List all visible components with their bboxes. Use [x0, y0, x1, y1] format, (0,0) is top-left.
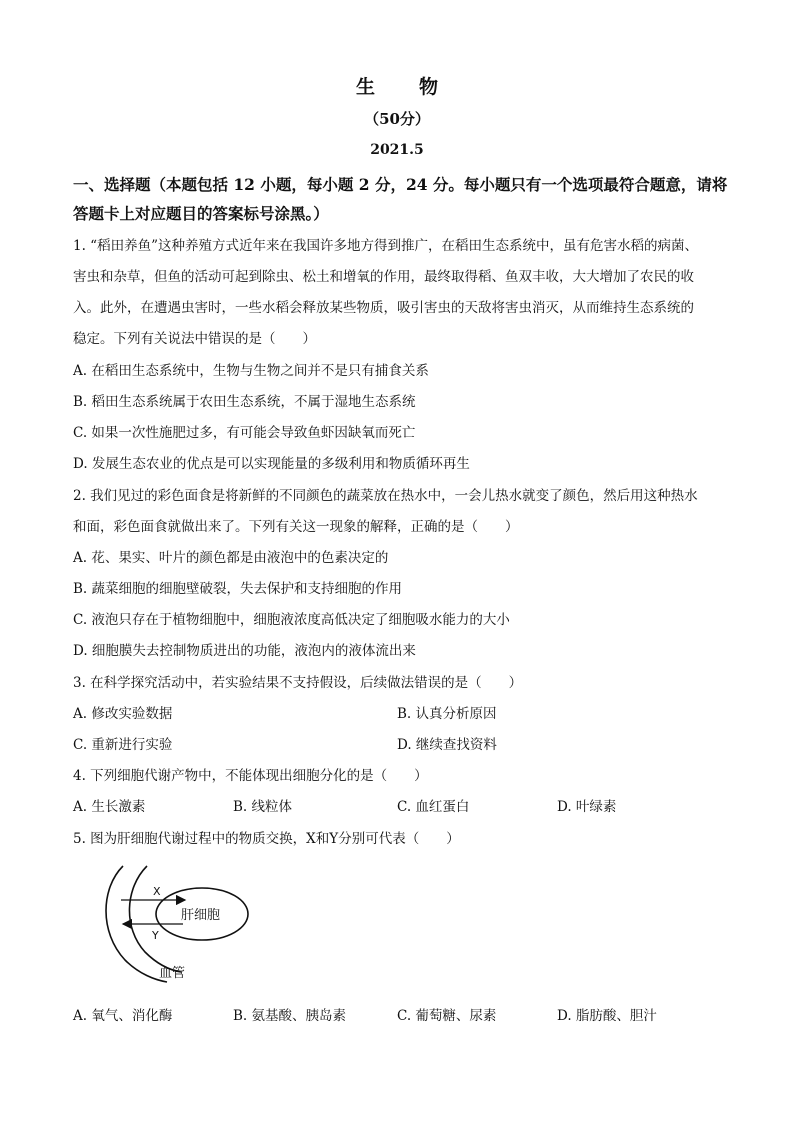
q4-option-b: B. 线粒体	[233, 799, 293, 815]
label-blood-vessel: 血管	[159, 966, 186, 981]
q2-option-a: A. 花、果实、叶片的颜色都是由液泡中的色素决定的	[73, 550, 389, 566]
page-title	[0, 72, 794, 99]
q5-option-b: B. 氨基酸、胰岛素	[233, 1008, 347, 1024]
q2-stem-line-2: 和面，彩色面食就做出来了。下列有关这一现象的解释，正确的是（ ）	[73, 519, 519, 535]
title-char-2: 物	[419, 76, 439, 98]
q3-option-a: A. 修改实验数据	[73, 706, 173, 722]
section-heading: 一、选择题（本题包括 12 小题，每小题 2 分，24 分。每小题只有一个选项最符合题意，请将答题卡上对应题目的答案标号涂黑。）	[73, 175, 728, 223]
q1-option-d: D. 发展生态农业的优点是可以实现能量的多级利用和物质循环再生	[73, 456, 470, 472]
q4-option-c: C. 血红蛋白	[397, 799, 470, 815]
q2-option-c: C. 液泡只存在于植物细胞中，细胞液浓度高低决定了细胞吸水能力的大小	[73, 612, 510, 628]
q2-stem-line-1: 2. 我们见过的彩色面食是将新鲜的不同颜色的蔬菜放在热水中，一会儿热水就变了颜色，然后用这种热水	[73, 488, 698, 504]
label-x: X	[153, 885, 161, 898]
q1-stem-line-2: 害虫和杂草，但鱼的活动可起到除虫、松土和增氧的作用，最终取得稻、鱼双丰收，大大增加了农民的收	[73, 269, 694, 285]
q2-option-d: D. 细胞膜失去控制物质进出的功能，液泡内的液体流出来	[73, 643, 416, 659]
q3-option-d: D. 继续查找资料	[397, 737, 497, 753]
q2-option-b: B. 蔬菜细胞的细胞壁破裂，失去保护和支持细胞的作用	[73, 581, 403, 597]
q4-stem: 4. 下列细胞代谢产物中，不能体现出细胞分化的是（ ）	[73, 768, 428, 784]
liver-cell-diagram	[95, 862, 265, 984]
q4-option-a: A. 生长激素	[73, 799, 146, 815]
q4-option-d: D. 叶绿素	[557, 799, 617, 815]
q3-stem: 3. 在科学探究活动中，若实验结果不支持假设，后续做法错误的是（ ）	[73, 675, 523, 691]
q3-option-c: C. 重新进行实验	[73, 737, 173, 753]
q5-stem: 5. 图为肝细胞代谢过程中的物质交换，X和Y分别可代表（ ）	[73, 831, 460, 847]
q3-option-b: B. 认真分析原因	[397, 706, 497, 722]
q1-stem-line-1: 1. “稻田养鱼”这种养殖方式近年来在我国许多地方得到推广，在稻田生态系统中，虽有危害水稻的病菌、	[73, 238, 698, 254]
q5-option-c: C. 葡萄糖、尿素	[397, 1008, 497, 1024]
q1-stem-line-4: 稳定。下列有关说法中错误的是（ ）	[73, 331, 316, 347]
q1-option-c: C. 如果一次性施肥过多，有可能会导致鱼虾因缺氧而死亡	[73, 425, 416, 441]
title-char-1: 生	[355, 76, 375, 98]
q1-option-a: A. 在稻田生态系统中，生物与生物之间并不是只有捕食关系	[73, 363, 429, 379]
q5-option-d: D. 脂肪酸、胆汁	[557, 1008, 657, 1024]
vessel-wall-inner	[129, 866, 181, 972]
q1-option-b: B. 稻田生态系统属于农田生态系统，不属于湿地生态系统	[73, 394, 416, 410]
label-y: Y	[152, 929, 159, 942]
score-label: （50分）	[364, 110, 430, 128]
label-liver-cell: 肝细胞	[181, 908, 221, 923]
q1-stem-line-3: 入。此外，在遭遇虫害时，一些水稻会释放某些物质，吸引害虫的天敌将害虫消灭，从而维持生态系统的	[73, 300, 694, 316]
exam-date: 2021.5	[370, 142, 424, 158]
q5-option-a: A. 氧气、消化酶	[73, 1008, 173, 1024]
